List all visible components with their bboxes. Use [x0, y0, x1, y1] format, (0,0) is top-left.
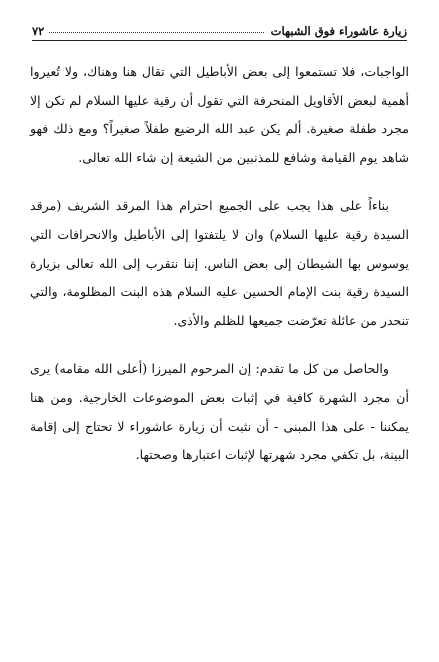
paragraph: الواجبات، فلا تستمعوا إلى بعض الأباطيل التي تقال هنا وهناك، ولا تُعيروا أهمية لبعض الأقاويل المنحرفة التي تقول أن رقية عليها السلام لم تكن إلا مجرد طفلة صغيرة. ألم يكن عبد الله الرضيع طفلاً صغيراً؟ ومع ذلك فهو شاهد يوم القيامة وشافع للمذنبين من الشيعة إن شاء الله تعالى.	[30, 64, 409, 165]
header-dot-leader	[49, 32, 263, 33]
header-rule	[32, 40, 407, 41]
running-title: زيارة عاشوراء فوق الشبهات	[270, 24, 407, 38]
page-number: ٧٢	[32, 24, 45, 38]
body-text	[30, 58, 409, 470]
running-header	[32, 16, 407, 38]
paragraph: والحاصل من كل ما تقدم: إن المرحوم الميرزا (أعلى الله مقامه) يرى أن مجرد الشهرة كافية في إثبات بعض الموضوعات الخارجية. ومن هنا يمكننا - على هذا المبنى - أن نثبت أن زيارة عاشوراء لا تحتاج إلى إقامة البينة، بل تكفي مجرد شهرتها لإثبات اعتبارها وصحتها.	[30, 361, 409, 463]
paragraph: بناءاً على هذا يجب على الجميع احترام هذا المرقد الشريف (مرقد السيدة رقية عليها السلام) وان لا يلتفتوا إلى الأباطيل والانحرافات التي يوسوس بها الشيطان إلى بعض الناس. إننا نتقرب إلى الله تعالى بزيارة السيدة رقية بنت الإمام الحسين عليه السلام هذه البنت المظلومة، والتي تنحدر من عائلة تعرّضت جميعها للظلم والأذى.	[30, 198, 409, 328]
